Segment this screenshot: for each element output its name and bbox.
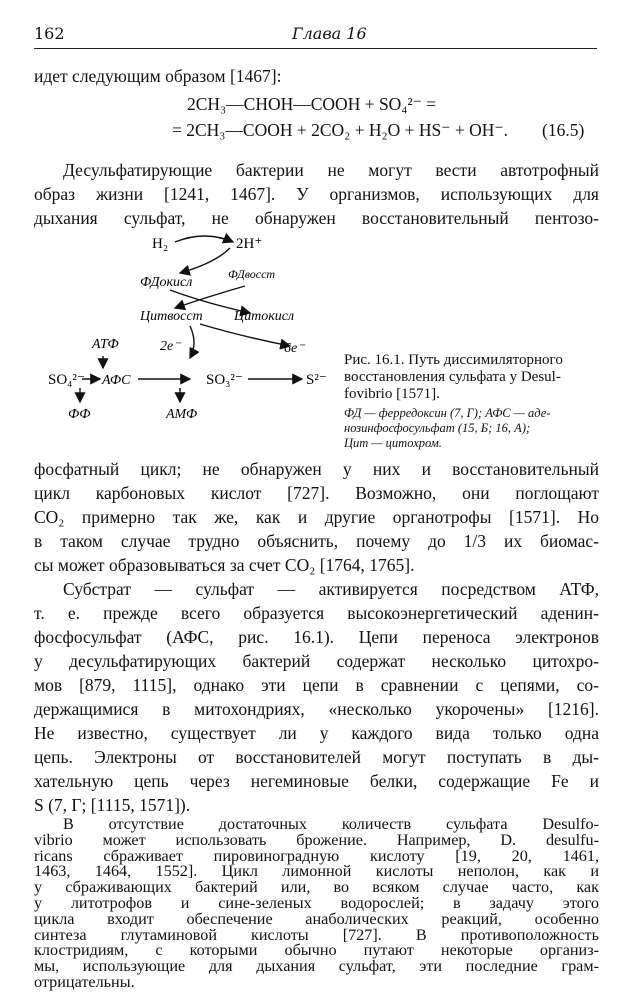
text-line: vibrio может использовать брожение. Например, D. desulfu- — [34, 830, 599, 849]
cyt-red-label: Цитвосст — [140, 309, 203, 324]
text-line: Субстрат — сульфат — активируется посредством АТФ, — [63, 579, 599, 599]
legend-line: ФД — ферредоксин (7, Г); АФС — аде- — [344, 406, 551, 420]
text-line: цикл карбоновых кислот [727]. Возможно, они поглощают — [34, 483, 599, 503]
atp-label: АТФ — [92, 337, 119, 352]
text-line: S (7, Г; [1115, 1571]). — [34, 795, 191, 815]
amp-label: АМФ — [166, 407, 198, 422]
text-line: фосфосульфат (АФС, рис. 16.1). Цепи переноса электронов — [34, 627, 599, 647]
e6-label: 6e⁻ — [284, 341, 305, 356]
text-line: отрицательны. — [34, 972, 135, 991]
so4-label: SO₄²⁻ — [48, 372, 85, 388]
text-line: мы, использующие для дыхания сульфат, эти последние грам- — [34, 957, 599, 976]
paragraph-2 — [34, 457, 599, 577]
text-line: у литотрофов и сине-зеленых водорослей; в задачу этого — [34, 893, 599, 912]
ff-label: ФФ — [68, 407, 91, 422]
h2-label: H₂ — [152, 236, 169, 252]
running-header — [34, 24, 597, 48]
text-line: мов [879, 1115], однако эти цепи в сравнении с цепями, со- — [34, 675, 599, 695]
h-plus-label: 2H⁺ — [236, 236, 263, 252]
sulfate-reduction-diagram — [40, 228, 380, 428]
text-line: т. е. прежде всего образуется высокоэнергетический аденин- — [34, 603, 599, 623]
intro-line: идет следующим образом [1467]: — [34, 66, 282, 86]
text-line: Не известно, существует ли у каждого вида только одна — [34, 723, 599, 743]
aps-label: АФС — [102, 373, 131, 388]
e2-label: 2e⁻ — [160, 339, 181, 354]
caption-line: fovibrio [1571]. — [344, 386, 440, 402]
arrow-hplus-down — [180, 248, 230, 273]
arrow-h2-to-hplus — [175, 236, 233, 242]
arrow-cyt-ox-down — [200, 324, 290, 346]
text-line: цепь. Электроны от восстановителей могут поступать в ды- — [34, 747, 599, 767]
text-line: в таком случае трудно объяснить, почему до 1/3 их биомас- — [34, 531, 599, 551]
caption-legend — [344, 406, 606, 451]
fd-ox-label: ФДокисл — [140, 275, 193, 290]
paragraph-1 — [34, 158, 599, 230]
equation-number: (16.5) — [542, 120, 585, 140]
text-line: Десульфатирующие бактерии не могут вести автотрофный — [63, 160, 599, 180]
header-rule — [34, 48, 597, 49]
equation-line-1: 2CH₃—CHOH—COOH + SO₄²⁻ = — [187, 94, 437, 114]
text-line: держащимися в митохондриях, «несколько укорочены» [1216]. — [34, 699, 599, 719]
text-line: у десульфатирующих бактерий содержат несколько цитохро- — [34, 651, 599, 671]
equation-line-2: = 2CH₃—COOH + 2CO₂ + H₂O + HS⁻ + OH⁻. — [172, 120, 509, 140]
text-line: цикла входит обеспечение анаболических реакций, особенно — [34, 909, 599, 928]
text-line: CO₂ примерно так же, как и другие органотрофы [1571]. Но — [34, 507, 599, 527]
text-line: у сбраживающих бактерий или, во всяком случае часто, как — [34, 878, 599, 897]
text-line: В отсутствие достаточных количеств сульфата Desulfo- — [63, 815, 599, 833]
text-line: синтеза глутаминовой кислоты [727]. В противоположность — [34, 925, 599, 944]
text-line: ricans сбраживает пировиноградную кислоту [19, 20, 1461, — [34, 846, 599, 865]
page-number: 162 — [34, 24, 65, 43]
cyt-ox-label: Цитокисл — [234, 309, 295, 324]
figure-caption — [344, 352, 606, 451]
caption-line: восстановления сульфата у Desul- — [344, 369, 561, 385]
fd-red-label: ФДвосст — [228, 267, 276, 281]
paragraph-4 — [34, 817, 599, 991]
legend-line: нозинфосфосульфат (15, Б; 16, А); — [344, 421, 531, 435]
arrow-cyt-down — [190, 326, 194, 358]
text-line: образ жизни [1241, 1467]. У организмов, использующих для — [34, 184, 599, 204]
so3-label: SO₃²⁻ — [206, 372, 243, 388]
text-line: 1463, 1464, 1552]. Цикл лимонной кислоты неполон, как и — [34, 862, 599, 881]
paragraph-3 — [34, 577, 599, 817]
text-line: сы может образовываться за счет CO₂ [1764, 1765]. — [34, 555, 415, 575]
text-line: клостридиям, с которыми обычно путают некоторые организ- — [34, 941, 599, 960]
legend-line: Цит — цитохром. — [344, 436, 442, 450]
text-line: дыхания сульфат, не обнаружен восстановительный пентозо- — [34, 208, 599, 228]
text-line: фосфатный цикл; не обнаружен у них и восстановительный — [34, 459, 599, 479]
chapter-title: Глава 16 — [292, 24, 367, 43]
s2-label: S²⁻ — [306, 372, 327, 388]
caption-line: Рис. 16.1. Путь диссимиляторного — [344, 352, 563, 368]
text-line: хательную цепь через негеминовые белки, содержащие Fe и — [34, 771, 599, 791]
